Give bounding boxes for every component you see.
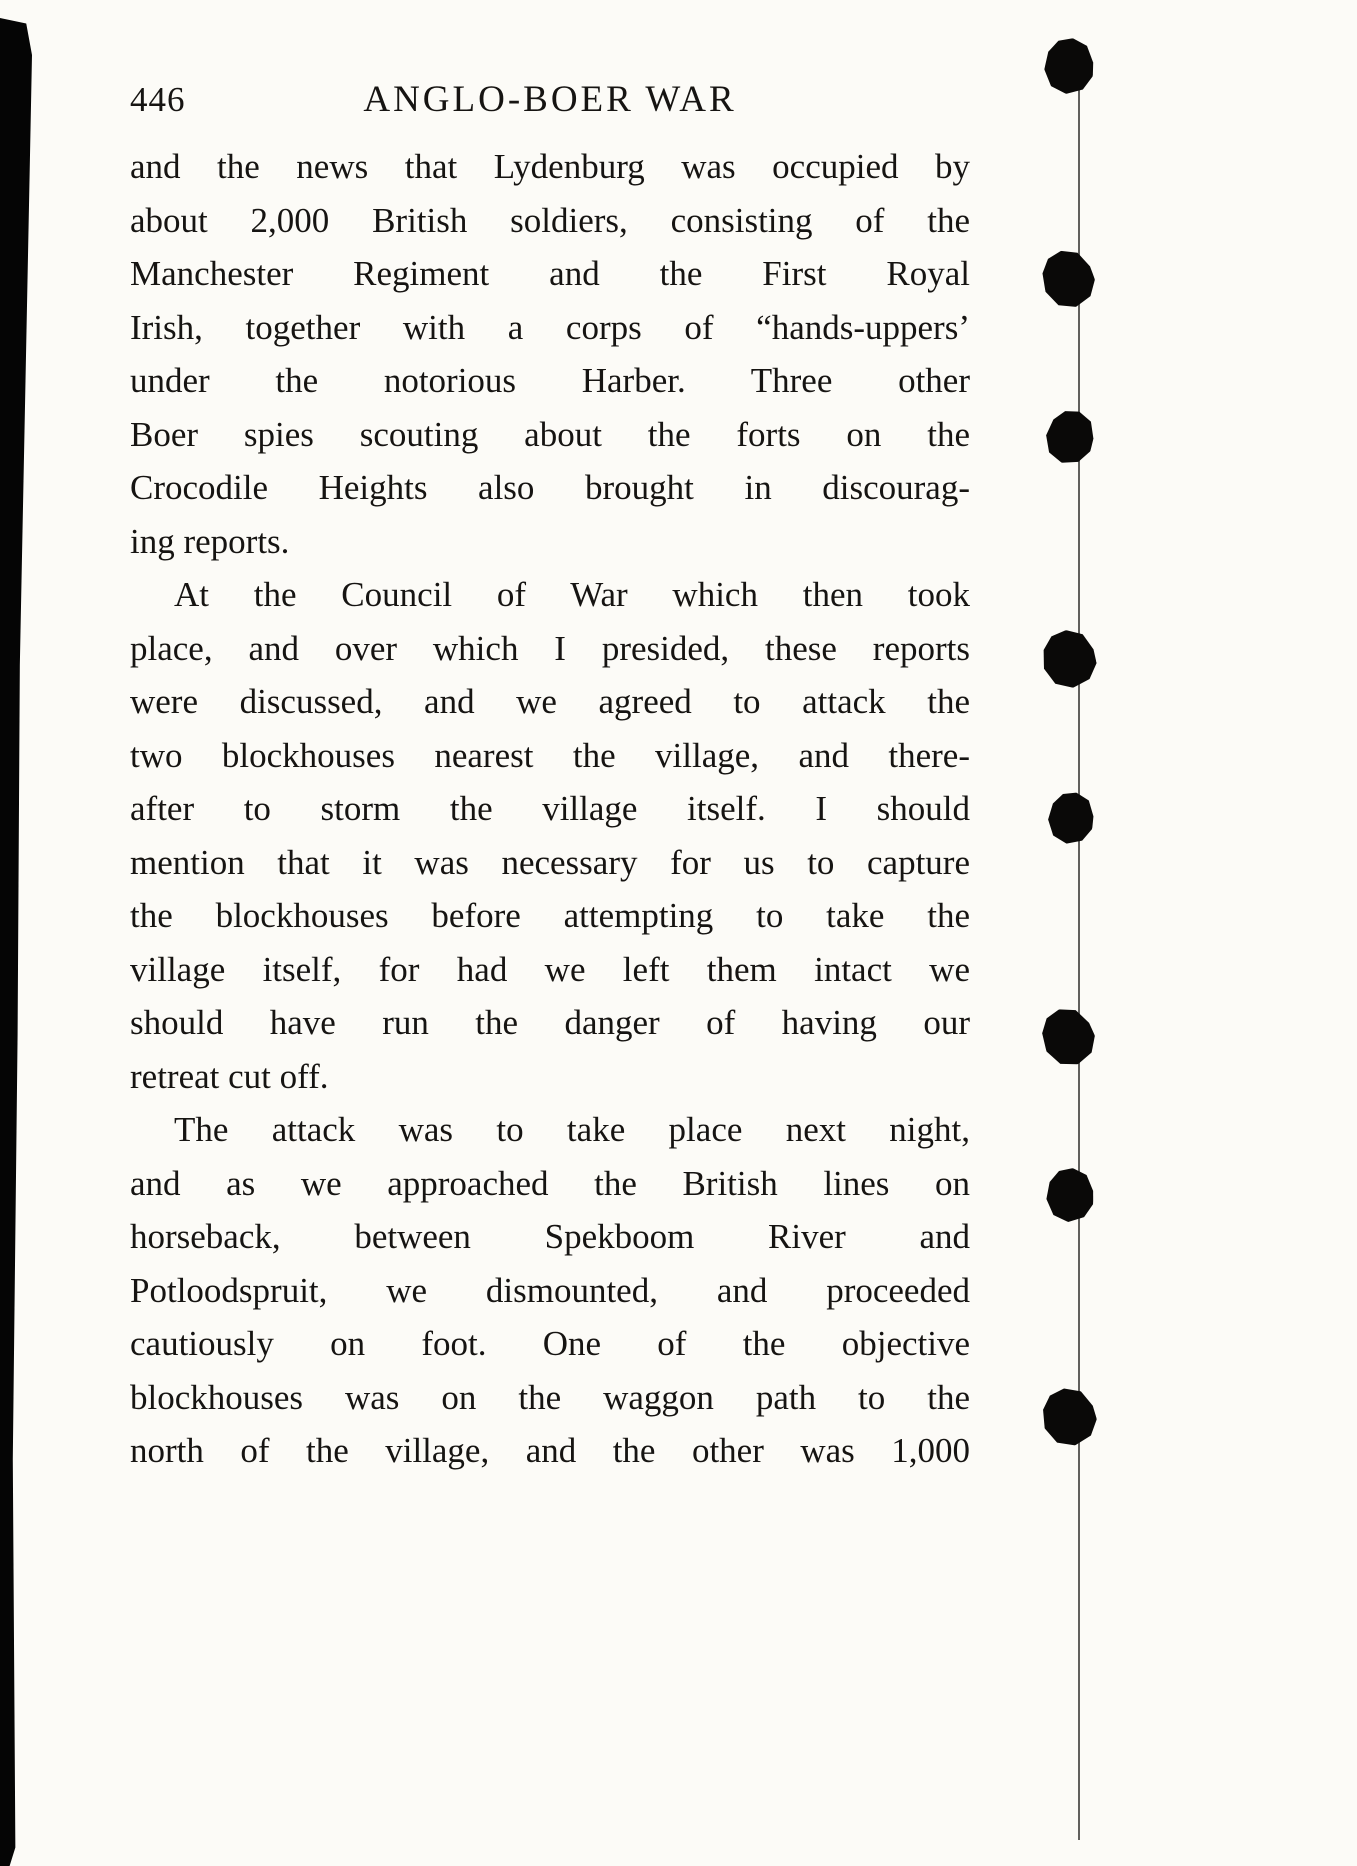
text-line: under the notorious Harber. Three other: [130, 361, 970, 400]
stitching-thread-line: [1078, 80, 1080, 1840]
text-line: Crocodile Heights also brought in discourag-: [130, 468, 970, 507]
paragraph: [130, 140, 970, 568]
text-line: retreat cut off.: [130, 1056, 329, 1096]
text-line: two blockhouses nearest the village, and there-: [130, 735, 970, 775]
paragraph: [130, 568, 970, 1103]
text-line: Manchester Regiment and the First Royal: [130, 254, 970, 293]
stitch-ink-blot-icon: [1038, 403, 1102, 470]
text-line: blockhouses was on the waggon path to the: [130, 1377, 970, 1417]
stitch-ink-blot-icon: [1043, 1166, 1096, 1225]
stitch-ink-blot-icon: [1040, 35, 1097, 97]
text-line: The attack was to take place next night,: [174, 1110, 970, 1149]
text-line: At the Council of War which then took: [174, 575, 970, 614]
text-line: place, and over which I presided, these reports: [130, 628, 970, 668]
text-line: mention that it was necessary for us to capture: [130, 842, 970, 882]
text-line: the blockhouses before attempting to take the: [130, 896, 970, 935]
text-line: were discussed, and we agreed to attack the: [130, 682, 970, 721]
text-line: ing reports.: [130, 521, 290, 561]
text-line: Irish, together with a corps of “hands-uppers’: [130, 307, 970, 347]
text-line: cautiously on foot. One of the objective: [130, 1324, 970, 1363]
stitch-ink-blot-icon: [1037, 1384, 1100, 1450]
text-line: village itself, for had we left them intact we: [130, 949, 970, 989]
text-body: [130, 140, 970, 1478]
text-line: Potloodspruit, we dismounted, and proceeded: [130, 1270, 970, 1310]
stitch-ink-blot-icon: [1034, 1001, 1101, 1072]
text-line: about 2,000 British soldiers, consisting of the: [130, 200, 970, 240]
page-number: 446: [130, 80, 186, 119]
running-header-title: ANGLO-BOER WAR: [363, 79, 737, 120]
text-line: should have run the danger of having our: [130, 1003, 970, 1042]
text-line: horseback, between Spekboom River and: [130, 1217, 970, 1256]
stitch-ink-blot-icon: [1036, 245, 1100, 314]
text-line: and the news that Lydenburg was occupied by: [130, 147, 970, 186]
text-line: north of the village, and the other was 1,000: [130, 1431, 970, 1470]
paragraph: [130, 1103, 970, 1478]
stitch-ink-blot-icon: [1043, 788, 1099, 848]
text-line: after to storm the village itself. I should: [130, 789, 970, 828]
text-line: Boer spies scouting about the forts on the: [130, 414, 970, 454]
stitch-ink-blot-icon: [1039, 627, 1099, 690]
text-line: and as we approached the British lines on: [130, 1163, 970, 1203]
binding-shadow-bar: [0, 18, 32, 1866]
